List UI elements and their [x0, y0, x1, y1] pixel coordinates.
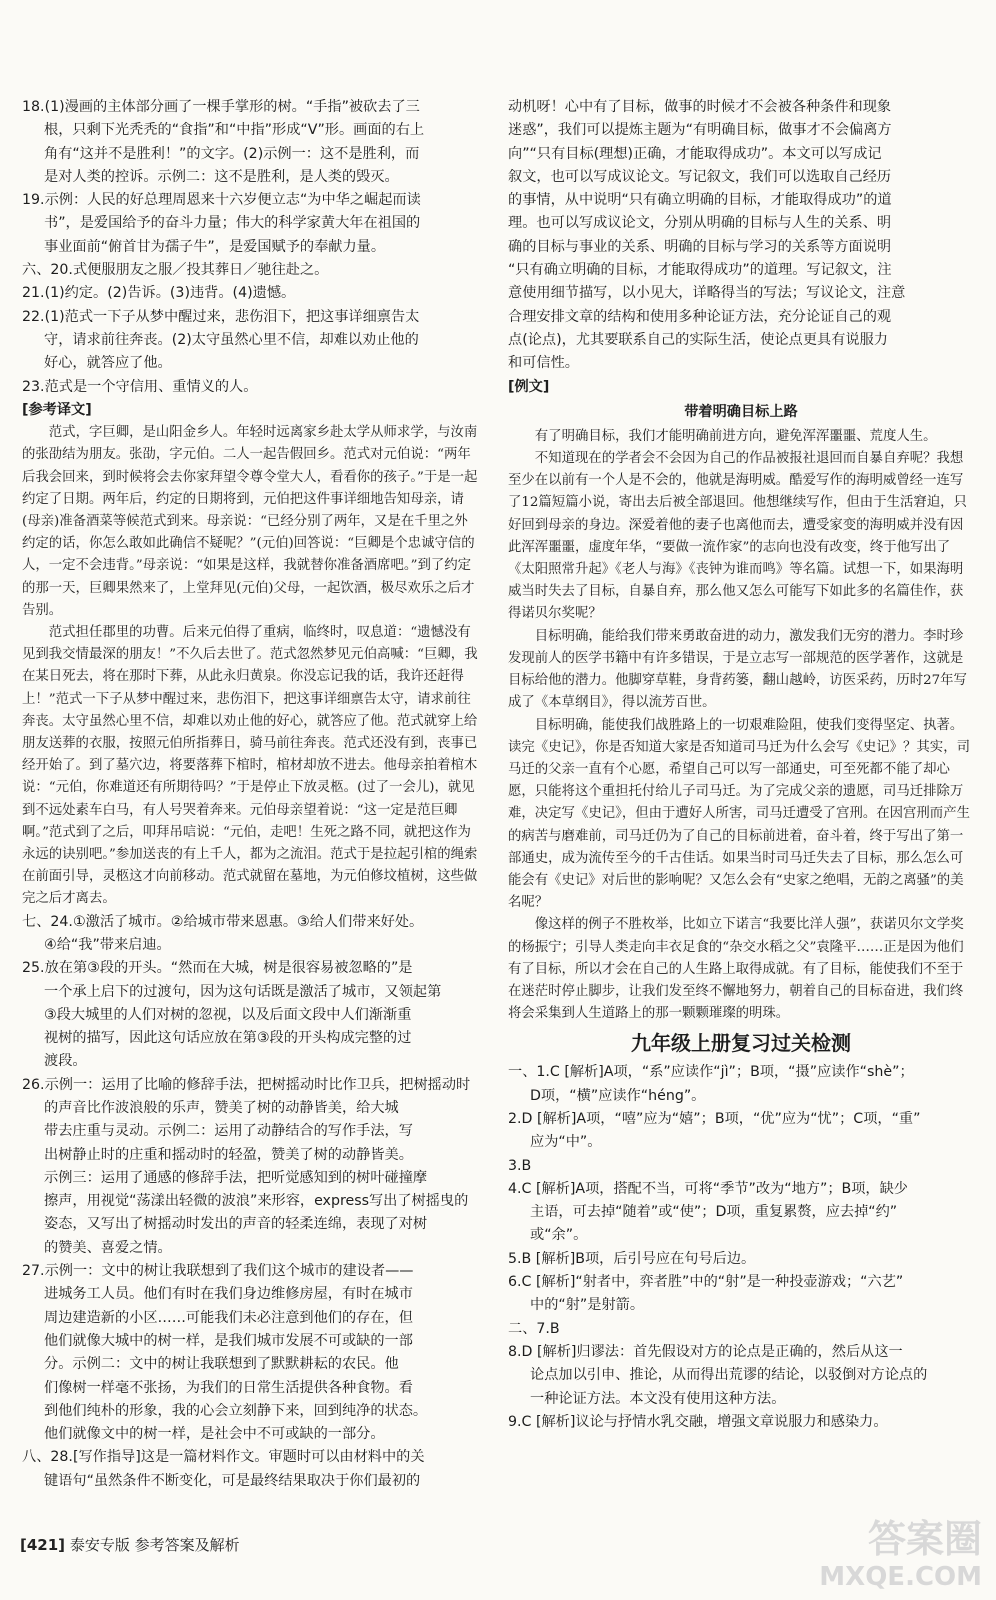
- answer-line: 二、7.B: [508, 1320, 560, 1337]
- answer-line: 出树静止时的庄重和摇动时的轻盈，赞美了树的动静皆美。: [44, 1146, 413, 1163]
- answer-line: 或“余”。: [530, 1227, 588, 1244]
- answer-line: 21.(1)约定。(2)告诉。(3)违背。(4)遗憾。: [22, 285, 296, 302]
- answer-item: [508, 1341, 974, 1411]
- answer-item: [22, 306, 480, 376]
- paragraph: 像这样的例子不胜枚举，比如立下诺言“我要比洋人强”，获诺贝尔文学奖的杨振宁；引导人类走向丰衣足食的“杂交水稻之父”袁隆平……正是因为他们有了目标，所以才会在自己的人生路上取得成就。有了目标，能使我们不至于在迷茫时停止脚步，让我们发至终不懈地努力，朝着自己的目标奋进，我们终将会采集到人生道路上的那一颗颗璀璨的明珠。: [508, 917, 964, 1022]
- answer-line: 他们就像大城中的树一样，是我们城市发展不可或缺的一部: [44, 1332, 413, 1349]
- answer-line: 周边建造新的小区……可能我们未必注意到他们的存在，但: [44, 1309, 413, 1326]
- watermark-logo: [819, 1517, 982, 1596]
- page-footer: [20, 1534, 240, 1555]
- answer-item: [22, 282, 480, 305]
- answer-line: 5.B [解析]B项，后引号应在句号后边。: [508, 1250, 756, 1267]
- answer-line: 示例三：运用了通感的修辞手法，把听觉感知到的树叶碰撞摩: [44, 1169, 428, 1186]
- answer-line: 叙文，也可以写成议论文。写记叙文，我们可以选取自己经历: [508, 168, 892, 185]
- answer-line: 到他们纯朴的形象，我的心会立刻静下来，回到纯净的状态。: [44, 1402, 428, 1419]
- answer-line: 带去庄重与灵动。示例二：运用了动静结合的写作手法，写: [44, 1123, 413, 1140]
- answer-item: [508, 1318, 974, 1341]
- answer-line: 2.D [解析]A项，“嘻”应为“嬉”；B项，“优”应为“忧”；C项，“重”: [508, 1110, 921, 1127]
- answer-line: 好心，就答应了他。: [44, 355, 172, 372]
- answer-line: 角有“这并不是胜利！”的文字。(2)示例一：这不是胜利，而: [44, 145, 420, 162]
- answer-line: 主语，可去掉“随着”或“使”；D项，重复累赘，应去掉“约”: [530, 1204, 898, 1221]
- answer-line: ③段大城里的人们对树的忽视，以及后面文段中人们渐渐重: [44, 1006, 412, 1023]
- answer-item: [508, 1248, 974, 1271]
- answer-line: D项，“横”应读作“héng”。: [530, 1087, 706, 1104]
- answer-line: 根，只剩下光秃秃的“食指”和“中指”形成“V”形。画面的右上: [44, 122, 425, 139]
- answer-item: [22, 957, 480, 1073]
- answer-item: [22, 1074, 480, 1260]
- answer-line: 进城务工人员。他们有时在我们身边维修房屋，有时在城市: [44, 1286, 413, 1303]
- answer-item: [508, 1061, 974, 1108]
- answer-line: 的赞美、喜爱之情。: [44, 1239, 172, 1256]
- paragraph: 目标明确，能使我们战胜路上的一切艰难险阻，使我们变得坚定、执著。读完《史记》，你是否知道大家是否知道司马迁为什么会写《史记》？其实，司马迁的父亲一直有个心愿，希望自己可以写一部通史，可至死都不能了却心愿，只能将这个重担托付给儿子司马迁。为了完成父亲的遗愿，司马迁排除万难，决定写《史记》，但由于遭好人所害，司马迁遭受了宫刑。在因宫刑而产生的病苦与磨难前，司马迁仍为了自己的目标前进着，奋斗着，终于写出了第一部通史，成为流传至今的千古佳话。如果当时司马迁失去了目标，那么怎么可能会有《史记》对后世的影响呢？又怎么会有“史家之绝唱，无韵之离骚”的美名呢？: [508, 717, 970, 911]
- answer-line: 3.B: [508, 1157, 532, 1174]
- answer-line: 是对人类的控诉。示例二：这不是胜利，是人类的毁灭。: [44, 168, 399, 185]
- answer-line: 们像树一样毫不张扬，为我们的日常生活提供各种食物。看: [44, 1379, 413, 1396]
- answer-line: 迷惑”，我们可以提炼主题为“有明确目标，做事才不会偏离方: [508, 122, 892, 139]
- section-tag: [例文]: [508, 378, 550, 395]
- answer-line: 9.C [解析]议论与抒情水乳交融，增强文章说服力和感染力。: [508, 1413, 888, 1430]
- answer-item: [508, 96, 974, 376]
- answer-line: 23.范式是一个守信用、重情义的人。: [22, 378, 258, 395]
- answer-line: 事业面前“俯首甘为孺子牛”，是爱国赋予的奉献力量。: [44, 238, 386, 255]
- answer-line: 中的“射”是射箭。: [530, 1297, 645, 1314]
- section-title: 九年级上册复习过关检测: [631, 1031, 851, 1056]
- answer-line: 书”，是爱国给予的奋斗力量；伟大的科学家黄大年在祖国的: [44, 215, 421, 232]
- answer-line: 和可信性。: [508, 355, 579, 372]
- paragraph: 有了明确目标，我们才能明确前进方向，避免浑浑噩噩、荒度人生。: [534, 428, 937, 444]
- section-tag: [参考译文]: [22, 401, 92, 418]
- answer-line: 22.(1)范式一下子从梦中醒过来，悲伤泪下，把这事详细禀告太: [22, 308, 420, 325]
- answer-line: 分。示例二：文中的树让我联想到了默默耕耘的农民。他: [44, 1356, 399, 1373]
- answer-item: [22, 1260, 480, 1446]
- watermark-text: 答案圈: [867, 1517, 982, 1561]
- answer-line: 一个承上启下的过渡句，因为这句话既是激活了城市，又领起第: [44, 983, 442, 1000]
- paragraph: 目标明确，能给我们带来勇敢奋进的动力，激发我们无穷的潜力。李时珍发现前人的医学书籍中有许多错误，于是立志写一部规范的医学著作，这就是目标给他的潜力。他脚穿草鞋，身背药篓，翻山越岭，访医采药，历时27年写成了《本草纲目》，得以流芳百世。: [508, 628, 967, 711]
- answer-item: [22, 189, 480, 259]
- answer-line: 渡段。: [44, 1053, 87, 1070]
- answer-line: 擦声，用视觉“荡漾出轻微的波浪”来形容，express写出了树摇曳的: [44, 1193, 469, 1210]
- edition-label: 泰安专版: [69, 1536, 130, 1554]
- answer-line: 姿态，又写出了树摇动时发出的声音的轻柔连绵，表现了对树: [44, 1216, 428, 1233]
- answer-item: [508, 1108, 974, 1155]
- paragraph: 范式担任郡里的功曹。后来元伯得了重病，临终时，叹息道：“遗憾没有见到我交情最深的朋友！”不久后去世了。范式忽然梦见元伯高喊：“巨卿，我在某日死去，将在那时下葬，从此永归黄泉。你没忘记我的话，我许还赶得上！”范式一下子从梦中醒过来，悲伤泪下，把这事详细禀告太守，请求前往奔丧。太守虽然心里不信，却难以劝止他的好心，就答应了他。范式就穿上给朋友送葬的衣服，按照元伯所指葬日，骑马前往奔丧。范式还没有到，丧事已经开始了。到了墓穴边，将要落葬下棺时，棺材却放不进去。他母亲拍着棺木说：“元伯，你难道还有所期待吗？”于是停止下放灵柩。(过了一会儿)，就见到不远处素车白马，有人号哭着奔来。元伯母亲望着说：“这一定是范巨卿啊。”范式到了之后，叩拜吊唁说：“元伯，走吧！生死之路不同，就把这作为永远的诀别吧。”参加送丧的有上千人，都为之流泪。范式于是拉起引棺的绳索在前面引导，灵柩这才向前移动。范式就留在墓地，为元伯修坟植树，这些做完之后才离去。: [22, 624, 478, 907]
- answer-line: 的事情，从中说明“只有确立明确的目标，才能取得成功”的道: [508, 192, 892, 209]
- answer-item: [22, 96, 480, 189]
- answer-line: 守，请求前往奔丧。(2)太守虽然心里不信，却难以劝止他的: [44, 331, 419, 348]
- answer-line: 19.示例：人民的好总理周恩来十六岁便立志“为中华之崛起而读: [22, 192, 421, 209]
- answer-item: [22, 376, 480, 399]
- answer-line: “只有确立明确的目标，才能取得成功”的道理。写记叙文，注: [508, 262, 892, 279]
- answer-line: 4.C [解析]A项，搭配不当，可将“季节”改为“地方”；B项，缺少: [508, 1180, 908, 1197]
- answer-line: 一种论证方法。本文没有使用这种方法。: [530, 1390, 786, 1407]
- answer-line: 26.示例一：运用了比喻的修辞手法，把树摇动时比作卫兵，把树摇动时: [22, 1076, 471, 1093]
- answer-line: 向”“只有目标(理想)正确，才能取得成功”。本文可以写成记: [508, 145, 882, 162]
- answer-line: 一、1.C [解析]A项，“系”应读作“jì”；B项，“摄”应读作“shè”；: [508, 1064, 914, 1081]
- answer-line: 动机呀！心中有了目标，做事的时候才不会被各种条件和现象: [508, 99, 892, 115]
- paragraph: 范式，字巨卿，是山阳金乡人。年轻时远离家乡赴太学从师求学，与汝南的张劭结为朋友。张劭，字元伯。二人一起告假回乡。范式对元伯说：“两年后我会回来，到时候将会去你家拜望令尊令堂大人，看看你的孩子。”于是一起约定了日期。两年后，约定的日期将到，元伯把这件事详细地告知母亲，请(母亲)准备酒菜等候范式到来。母亲说：“已经分别了两年，又是在千里之外约定的话，你怎么敢如此确信不疑呢？”(元伯)回答说：“巨卿是个忠诚守信的人，一定不会违背。”母亲说：“如果是这样，我就替你准备酒席吧。”到了约定的那一天，巨卿果然来了，上堂拜见(元伯)父母，一起饮酒，极尽欢乐之后才告别。: [22, 425, 478, 618]
- answer-line: 应为“中”。: [530, 1134, 602, 1151]
- answer-line: 六、20.式便服朋友之服／投其葬日／驰往赴之。: [22, 262, 329, 279]
- answer-line: 合理安排文章的结构和使用多种论证方法，充分论证自己的观: [508, 308, 892, 325]
- answer-line: 6.C [解析]“射者中，弈者胜”中的“射”是一种投壶游戏；“六艺”: [508, 1274, 904, 1291]
- answer-item: [508, 1271, 974, 1318]
- answer-line: 键语句“虽然条件不断变化，可是最终结果取决于你们最初的: [44, 1472, 421, 1489]
- answer-line: 八、28.[写作指导]这是一篇材料作文。审题时可以由材料中的关: [22, 1449, 425, 1466]
- answer-item: [508, 1178, 974, 1248]
- answer-line: 理。也可以写成议论文，分别从明确的目标与人生的关系、明: [508, 215, 892, 232]
- answer-line: 视树的描写，因此这句话应放在第③段的开头构成完整的过: [44, 1030, 412, 1047]
- answer-line: ④给“我”带来启迪。: [44, 936, 171, 953]
- section-label: 参考答案及解析: [134, 1536, 240, 1554]
- answer-line: 27.示例一：文中的树让我联想到了我们这个城市的建设者——: [22, 1263, 414, 1280]
- answer-line: 意使用细节描写，以小见大，详略得当的写法；写议论文，注意: [508, 285, 906, 302]
- essay-title: 带着明确目标上路: [684, 403, 798, 420]
- answer-item: [22, 911, 480, 958]
- page-number: [421]: [20, 1536, 66, 1554]
- answer-line: 论点加以引申、推论，从而得出荒谬的结论，以驳倒对方论点的: [530, 1367, 928, 1384]
- answer-line: 25.放在第③段的开头。“然而在大城，树是很容易被忽略的”是: [22, 960, 413, 977]
- answer-item: [508, 1155, 974, 1178]
- left-column: [22, 96, 480, 1493]
- answer-line: 点(论点)，尤其要联系自己的实际生活，使论点更具有说服力: [508, 331, 888, 348]
- answer-item: [22, 259, 480, 282]
- right-column: [508, 96, 974, 1434]
- answer-item: [508, 1411, 974, 1434]
- answer-line: 8.D [解析]归谬法：首先假设对方的论点是正确的，然后从这一: [508, 1343, 903, 1360]
- answer-line: 的声音比作波浪般的乐声，赞美了树的动静皆美，给大城: [44, 1100, 399, 1116]
- answer-line: 确的目标与事业的关系、明确的目标与学习的关系等方面说明: [508, 238, 892, 255]
- answer-line: 18.(1)漫画的主体部分画了一棵手掌形的树。“手指”被砍去了三: [22, 99, 420, 115]
- answer-line: 七、24.①激活了城市。②给城市带来恩惠。③给人们带来好处。: [22, 913, 424, 930]
- paragraph: 不知道现在的学者会不会因为自己的作品被报社退回而自暴自弃呢？我想至少在以前有一个人是不会的，他就是海明威。酷爱写作的海明威曾经一连写了12篇短篇小说，寄出去后被全部退回。他想继续写作，但由于生活窘迫，只好回到母亲的身边。深爱着他的妻子也离他而去，遭受家变的海明威并没有因此浑浑噩噩，虚度年华，“要做一流作家”的志向也没有改变，终于他写出了《太阳照常升起》《老人与海》《丧钟为谁而鸣》等名篇。试想一下，如果海明威当时失去了目标，自暴自弃，那么他又怎么可能写下如此多的名篇佳作，获得诺贝尔奖呢？: [508, 451, 967, 622]
- answer-line: 他们就像文中的树一样，是社会中不可或缺的一部分。: [44, 1426, 385, 1443]
- watermark-domain: MXQE.COM: [819, 1562, 982, 1592]
- answer-item: [22, 1446, 480, 1493]
